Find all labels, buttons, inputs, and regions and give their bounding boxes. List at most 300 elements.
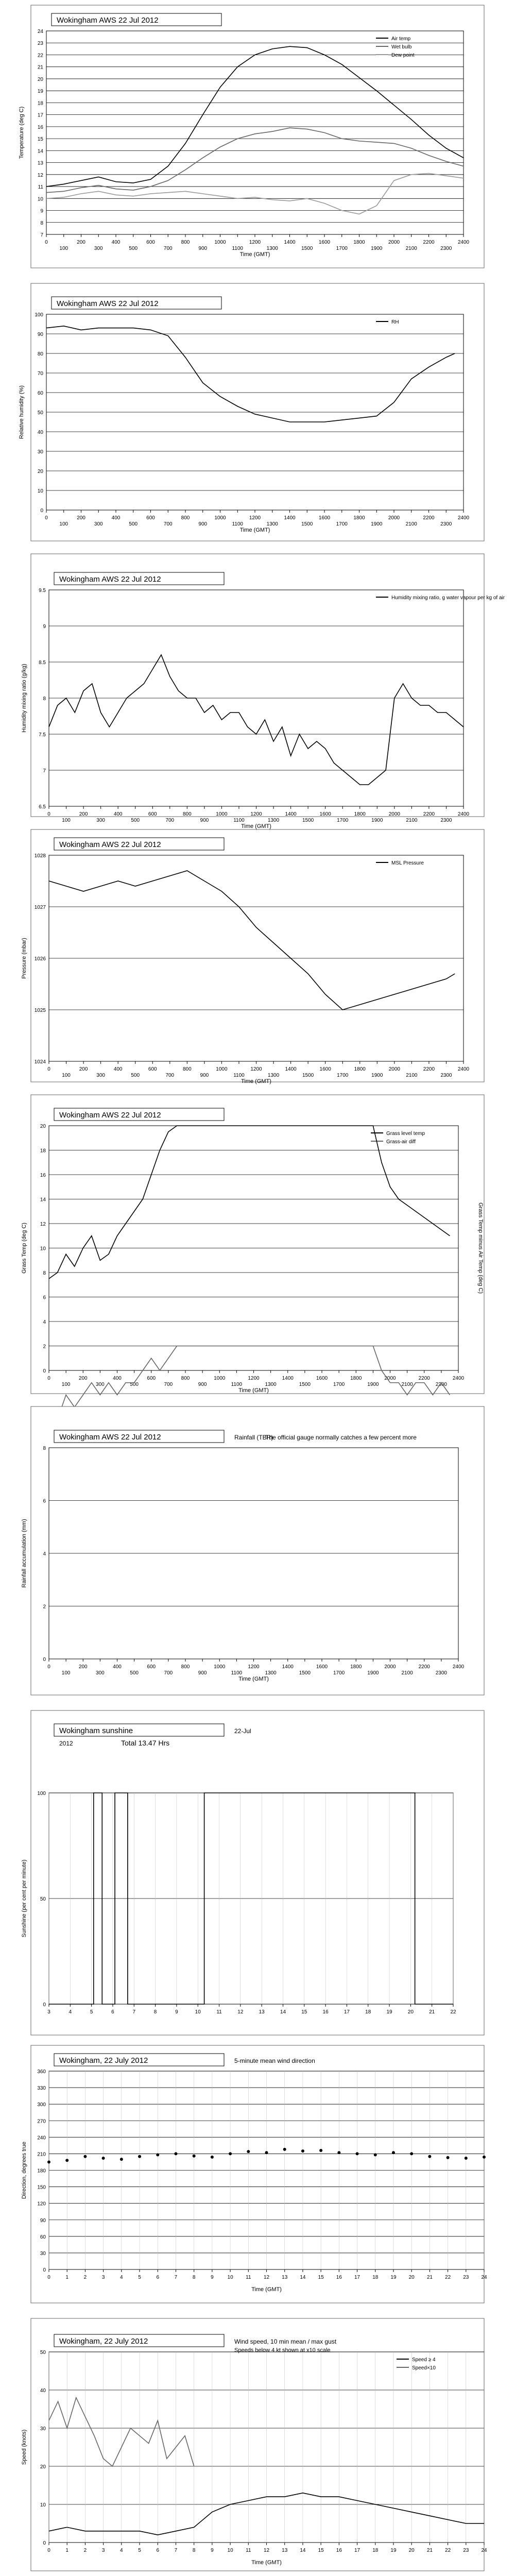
x-tick-label: 800 — [181, 240, 190, 245]
x-tick-label: 100 — [61, 1382, 71, 1387]
x-tick-label: 1100 — [232, 521, 244, 527]
legend-entry: Air temp — [391, 36, 411, 42]
legend-entry: Grass level temp — [386, 1131, 425, 1137]
x-tick-label: 8 — [153, 2009, 157, 2015]
x-tick-label: 12 — [263, 2275, 270, 2280]
x-tick-label: 1500 — [299, 1670, 311, 1676]
x-tick-label: 2100 — [405, 521, 417, 527]
y-tick-label: 4 — [43, 1319, 46, 1325]
x-tick-label: 2300 — [440, 246, 452, 251]
x-tick-label: 500 — [131, 818, 140, 823]
chart-title: Wokingham sunshine — [59, 1726, 133, 1735]
x-tick-label: 2 — [83, 2275, 87, 2280]
x-tick-label: 22 — [445, 2275, 451, 2280]
x-axis-label: Time (GMT) — [239, 251, 270, 258]
y-tick-label: 9 — [40, 208, 43, 214]
y-tick-label: 8 — [43, 1270, 46, 1276]
x-tick-label: 900 — [200, 1073, 209, 1078]
x-tick-label: 900 — [198, 521, 208, 527]
chart-8 — [0, 2313, 515, 2576]
y-tick-label: 1027 — [34, 905, 46, 910]
x-tick-label: 1400 — [284, 240, 296, 245]
x-tick-label: 600 — [147, 1664, 156, 1670]
y-tick-label: 60 — [40, 2234, 46, 2240]
y-tick-label: 24 — [37, 29, 43, 35]
scatter-point — [392, 2151, 395, 2154]
scatter-point — [83, 2155, 87, 2158]
y-tick-label: 1026 — [34, 956, 46, 962]
x-tick-label: 7 — [132, 2009, 136, 2015]
x-tick-label: 0 — [47, 1376, 50, 1381]
x-tick-label: 8 — [192, 2548, 196, 2553]
y-tick-label: 8 — [43, 1446, 46, 1451]
x-tick-label: 4 — [120, 2275, 123, 2280]
x-tick-label: 1900 — [371, 818, 383, 823]
x-tick-label: 5 — [138, 2548, 141, 2553]
x-tick-label: 3 — [101, 2548, 105, 2553]
legend-entry: RH — [391, 319, 399, 325]
x-tick-label: 100 — [59, 246, 68, 251]
x-tick-label: 2100 — [405, 246, 417, 251]
y-tick-label: 0 — [43, 1368, 46, 1374]
x-tick-label: 7 — [174, 2548, 178, 2553]
scatter-point — [102, 2157, 105, 2160]
y-tick-label: 19 — [37, 89, 43, 95]
y-axis-label: Grass Temp (deg C) — [21, 1223, 27, 1274]
x-tick-label: 1600 — [316, 1664, 328, 1670]
y-tick-label: 240 — [37, 2135, 46, 2141]
x-tick-label: 1 — [65, 2275, 68, 2280]
scatter-point — [356, 2152, 359, 2155]
x-tick-label: 14 — [280, 2009, 286, 2015]
chart-1 — [0, 278, 515, 546]
scatter-point — [47, 2160, 50, 2163]
scatter-point — [283, 2148, 286, 2151]
x-tick-label: 1200 — [249, 515, 261, 521]
x-tick-label: 21 — [426, 2275, 433, 2280]
chart-title: Wokingham AWS 22 Jul 2012 — [59, 1433, 161, 1442]
x-tick-label: 500 — [130, 1670, 139, 1676]
x-tick-label: 1700 — [333, 1670, 345, 1676]
y-tick-label: 40 — [37, 430, 43, 435]
x-tick-label: 2300 — [440, 818, 452, 823]
x-tick-label: 500 — [129, 246, 138, 251]
x-tick-label: 1100 — [231, 1670, 243, 1676]
x-tick-label: 1800 — [354, 1066, 366, 1072]
chart-3 — [0, 824, 515, 1087]
y-tick-label: 2 — [43, 1344, 46, 1350]
chart-annotation: The official gauge normally catches a few percent more — [265, 1434, 417, 1441]
x-tick-label: 0 — [47, 1066, 50, 1072]
legend-entry: Humidity mixing ratio, g water vapour per kg of air — [391, 595, 505, 601]
x-tick-label: 16 — [336, 2275, 342, 2280]
scatter-point — [193, 2155, 196, 2158]
y-tick-label: 22 — [37, 53, 43, 59]
scatter-point — [211, 2156, 214, 2159]
x-tick-label: 21 — [429, 2009, 435, 2015]
x-tick-label: 200 — [79, 811, 88, 817]
x-tick-label: 14 — [300, 2275, 306, 2280]
y-tick-label: 8 — [40, 220, 43, 226]
scatter-point — [428, 2155, 431, 2158]
scatter-point — [447, 2156, 450, 2159]
y-tick-label: 50 — [40, 2350, 46, 2355]
x-tick-label: 18 — [372, 2275, 379, 2280]
x-tick-label: 4 — [120, 2548, 123, 2553]
x-tick-label: 800 — [181, 1376, 190, 1381]
y-axis-label: Rainfall accumulation (mm) — [21, 1519, 27, 1588]
y-tick-label: 300 — [37, 2102, 46, 2108]
x-tick-label: 0 — [47, 811, 50, 817]
x-tick-label: 600 — [146, 240, 155, 245]
x-tick-label: 2200 — [423, 1066, 435, 1072]
x-tick-label: 1400 — [282, 1376, 294, 1381]
y-tick-label: 1028 — [34, 853, 46, 859]
chart-title: Wokingham AWS 22 Jul 2012 — [57, 16, 159, 25]
scatter-point — [410, 2152, 413, 2155]
chart-title: Wokingham AWS 22 Jul 2012 — [57, 299, 159, 308]
legend-entry: Speed×10 — [412, 2365, 436, 2371]
y-axis-label: Pressure (mbar) — [21, 938, 27, 979]
x-tick-label: 1800 — [353, 240, 365, 245]
legend-entry: Dew point — [391, 53, 415, 58]
chart-total: Total 13.47 Hrs — [121, 1739, 170, 1747]
y-tick-label: 10 — [40, 2502, 46, 2508]
x-tick-label: 1700 — [337, 818, 349, 823]
x-tick-label: 19 — [390, 2548, 397, 2553]
x-axis-label: Time (GMT) — [238, 1387, 269, 1394]
y-tick-label: 270 — [37, 2119, 46, 2125]
x-tick-label: 600 — [148, 1066, 157, 1072]
x-tick-label: 13 — [282, 2548, 288, 2553]
x-tick-label: 1000 — [214, 1376, 226, 1381]
x-tick-label: 400 — [113, 811, 123, 817]
x-tick-label: 8 — [192, 2275, 196, 2280]
x-axis-label: Time (GMT) — [239, 527, 270, 533]
y-tick-label: 6 — [43, 1498, 46, 1504]
x-tick-label: 18 — [372, 2548, 379, 2553]
y-tick-label: 100 — [37, 1791, 46, 1797]
y-tick-label: 10 — [37, 488, 43, 494]
x-tick-label: 100 — [61, 1670, 71, 1676]
y-tick-label: 12 — [40, 1222, 46, 1227]
x-tick-label: 1600 — [318, 515, 331, 521]
y-tick-label: 90 — [37, 332, 43, 337]
x-tick-label: 1900 — [371, 246, 383, 251]
x-tick-label: 300 — [94, 246, 103, 251]
x-tick-label: 2400 — [457, 811, 470, 817]
x-tick-label: 1300 — [265, 1670, 277, 1676]
x-tick-label: 1000 — [214, 1664, 226, 1670]
y-tick-label: 20 — [37, 469, 43, 474]
x-tick-label: 0 — [47, 2548, 50, 2553]
x-tick-label: 1500 — [302, 818, 314, 823]
y-tick-label: 50 — [37, 410, 43, 416]
x-tick-label: 1200 — [250, 1066, 262, 1072]
y-tick-label: 6.5 — [39, 804, 46, 810]
x-tick-label: 2000 — [388, 240, 400, 245]
x-tick-label: 24 — [481, 2548, 487, 2553]
x-tick-label: 0 — [47, 1664, 50, 1670]
scatter-point — [465, 2157, 468, 2160]
y-tick-label: 20 — [40, 1124, 46, 1129]
x-tick-label: 13 — [259, 2009, 265, 2015]
x-tick-label: 1100 — [231, 1382, 243, 1387]
chart-year: 2012 — [59, 1740, 73, 1747]
x-tick-label: 22 — [445, 2548, 451, 2553]
x-tick-label: 16 — [322, 2009, 329, 2015]
scatter-point — [265, 2151, 268, 2154]
x-tick-label: 2200 — [418, 1376, 430, 1381]
x-tick-label: 300 — [94, 521, 103, 527]
y-tick-label: 1025 — [34, 1008, 46, 1013]
chart-title: Wokingham AWS 22 Jul 2012 — [59, 840, 161, 849]
y-tick-label: 12 — [37, 172, 43, 178]
chart-title: Wokingham AWS 22 Jul 2012 — [59, 575, 161, 584]
chart-subtitle: Wind speed, 10 min mean / max gust — [234, 2338, 337, 2345]
x-tick-label: 1200 — [250, 811, 262, 817]
x-tick-label: 200 — [79, 1066, 88, 1072]
legend-entry: Grass-air diff — [386, 1139, 416, 1145]
scatter-point — [301, 2149, 304, 2153]
x-tick-label: 2200 — [423, 811, 435, 817]
x-tick-label: 24 — [481, 2275, 487, 2280]
x-tick-label: 12 — [237, 2009, 244, 2015]
x-tick-label: 1700 — [336, 521, 348, 527]
x-tick-label: 2300 — [440, 521, 452, 527]
x-tick-label: 6 — [111, 2009, 114, 2015]
y-tick-label: 16 — [37, 124, 43, 130]
x-axis-label: Time (GMT) — [241, 823, 271, 829]
x-tick-label: 4 — [68, 2009, 72, 2015]
chart-title: Wokingham AWS 22 Jul 2012 — [59, 1111, 161, 1120]
x-tick-label: 900 — [198, 246, 208, 251]
x-tick-label: 1700 — [333, 1382, 345, 1387]
y-tick-label: 20 — [37, 76, 43, 82]
y-tick-label: 60 — [37, 391, 43, 396]
x-tick-label: 1600 — [318, 240, 331, 245]
x-tick-label: 0 — [47, 2275, 50, 2280]
x-tick-label: 900 — [200, 818, 209, 823]
x-tick-label: 1600 — [319, 1066, 331, 1072]
x-tick-label: 1800 — [353, 515, 365, 521]
x-tick-label: 100 — [62, 818, 71, 823]
x-tick-label: 600 — [148, 811, 157, 817]
y-tick-label: 360 — [37, 2069, 46, 2075]
x-tick-label: 700 — [163, 521, 173, 527]
x-tick-label: 1100 — [233, 818, 245, 823]
y-tick-label: 7.5 — [39, 732, 46, 738]
x-tick-label: 15 — [318, 2548, 324, 2553]
x-tick-label: 17 — [354, 2548, 360, 2553]
x-tick-label: 900 — [198, 1670, 207, 1676]
y-axis-label-right: Grass Temp minus Air Temp (deg C) — [477, 1202, 484, 1294]
y-tick-label: 30 — [37, 449, 43, 455]
y-tick-label: 30 — [40, 2250, 46, 2257]
x-tick-label: 1300 — [265, 1382, 277, 1387]
y-tick-label: 120 — [37, 2201, 46, 2207]
x-tick-label: 15 — [301, 2009, 307, 2015]
x-tick-label: 800 — [182, 811, 192, 817]
x-tick-label: 10 — [227, 2275, 233, 2280]
y-tick-label: 6 — [43, 1295, 46, 1301]
x-tick-label: 1100 — [233, 1073, 245, 1078]
y-tick-label: 18 — [40, 1148, 46, 1154]
y-tick-label: 23 — [37, 41, 43, 47]
x-tick-label: 1500 — [301, 246, 313, 251]
y-tick-label: 0 — [40, 508, 43, 514]
y-tick-label: 9.5 — [39, 588, 46, 594]
x-tick-label: 9 — [211, 2548, 214, 2553]
x-tick-label: 9 — [211, 2275, 214, 2280]
x-tick-label: 1200 — [248, 1664, 260, 1670]
x-tick-label: 2100 — [406, 818, 418, 823]
x-tick-label: 1000 — [216, 811, 228, 817]
x-tick-label: 23 — [463, 2275, 469, 2280]
x-tick-label: 1000 — [214, 240, 226, 245]
scatter-point — [319, 2149, 322, 2152]
y-tick-label: 210 — [37, 2151, 46, 2158]
scatter-point — [120, 2158, 123, 2161]
x-tick-label: 300 — [96, 1670, 105, 1676]
y-axis-label: Direction, degrees true — [21, 2141, 27, 2199]
y-axis-label: Relative humidity (%) — [19, 385, 25, 439]
y-tick-label: 330 — [37, 2086, 46, 2092]
x-tick-label: 2200 — [423, 515, 435, 521]
y-tick-label: 30 — [40, 2426, 46, 2432]
x-tick-label: 0 — [45, 515, 48, 521]
x-tick-label: 2100 — [406, 1073, 418, 1078]
y-tick-label: 17 — [37, 112, 43, 118]
legend-entry: Speed ≥ 4 — [412, 2357, 436, 2363]
x-axis-label: Time (GMT) — [251, 2560, 282, 2566]
scatter-point — [337, 2151, 340, 2154]
x-tick-label: 19 — [386, 2009, 392, 2015]
x-tick-label: 400 — [113, 1066, 123, 1072]
y-tick-label: 90 — [40, 2217, 46, 2224]
y-tick-label: 50 — [40, 1896, 46, 1902]
x-axis-label: Time (GMT) — [238, 1676, 269, 1682]
x-tick-label: 1900 — [367, 1382, 379, 1387]
y-tick-label: 70 — [37, 371, 43, 377]
y-tick-label: 0 — [43, 2540, 46, 2546]
x-tick-label: 16 — [336, 2548, 342, 2553]
x-tick-label: 21 — [426, 2548, 433, 2553]
x-tick-label: 600 — [147, 1376, 156, 1381]
x-tick-label: 1400 — [282, 1664, 294, 1670]
chart-4 — [0, 1090, 515, 1399]
x-tick-label: 700 — [164, 1382, 173, 1387]
legend-entry: MSL Pressure — [391, 860, 424, 866]
y-tick-label: 14 — [37, 148, 43, 155]
x-tick-label: 2000 — [388, 515, 400, 521]
x-tick-label: 400 — [111, 240, 121, 245]
x-tick-label: 13 — [282, 2275, 288, 2280]
y-axis-label: Sunshine (per cent per minute) — [21, 1859, 27, 1938]
x-tick-label: 1500 — [302, 1073, 314, 1078]
y-tick-label: 1024 — [34, 1059, 46, 1065]
x-tick-label: 3 — [47, 2009, 50, 2015]
y-tick-label: 10 — [37, 196, 43, 202]
x-tick-label: 1800 — [350, 1376, 362, 1381]
x-tick-label: 1800 — [350, 1664, 362, 1670]
x-tick-label: 1200 — [249, 240, 261, 245]
scatter-point — [138, 2155, 141, 2158]
x-tick-label: 200 — [77, 240, 85, 245]
x-tick-label: 2400 — [457, 1066, 470, 1072]
x-tick-label: 5 — [138, 2275, 141, 2280]
chart-0 — [0, 0, 515, 273]
x-tick-label: 20 — [408, 2275, 415, 2280]
y-tick-label: 10 — [40, 1246, 46, 1252]
x-tick-label: 1 — [65, 2548, 68, 2553]
x-tick-label: 14 — [300, 2548, 306, 2553]
x-tick-label: 2000 — [388, 811, 400, 817]
x-tick-label: 2400 — [457, 515, 470, 521]
x-axis-label: Time (GMT) — [251, 2286, 282, 2293]
y-tick-label: 0 — [43, 2002, 46, 2008]
x-tick-label: 11 — [246, 2548, 251, 2553]
x-tick-label: 500 — [130, 1382, 139, 1387]
x-tick-label: 2400 — [452, 1376, 465, 1381]
x-tick-label: 0 — [45, 240, 48, 245]
x-tick-label: 1700 — [336, 246, 348, 251]
x-tick-label: 800 — [181, 1664, 190, 1670]
x-tick-label: 1900 — [371, 1073, 383, 1078]
x-tick-label: 2400 — [457, 240, 470, 245]
scatter-point — [156, 2154, 159, 2157]
y-tick-label: 14 — [40, 1197, 46, 1203]
x-tick-label: 12 — [263, 2548, 270, 2553]
x-tick-label: 2100 — [401, 1670, 413, 1676]
x-tick-label: 1300 — [266, 246, 278, 251]
x-tick-label: 1800 — [354, 811, 366, 817]
y-tick-label: 2 — [43, 1604, 46, 1610]
y-tick-label: 7 — [43, 768, 46, 774]
x-tick-label: 300 — [96, 1382, 105, 1387]
x-tick-label: 7 — [174, 2275, 178, 2280]
x-tick-label: 1400 — [285, 1066, 297, 1072]
x-tick-label: 500 — [131, 1073, 140, 1078]
x-tick-label: 1600 — [319, 811, 331, 817]
x-tick-label: 11 — [216, 2009, 222, 2015]
chart-subtitle: Rainfall (TBR) — [234, 1434, 273, 1441]
x-tick-label: 200 — [78, 1664, 88, 1670]
x-tick-label: 400 — [113, 1664, 122, 1670]
y-tick-label: 21 — [37, 64, 43, 71]
y-tick-label: 80 — [37, 351, 43, 357]
chart-title: Wokingham, 22 July 2012 — [59, 2337, 148, 2346]
y-tick-label: 15 — [37, 137, 43, 143]
y-tick-label: 40 — [40, 2388, 46, 2394]
scatter-point — [247, 2150, 250, 2153]
x-tick-label: 400 — [111, 515, 121, 521]
y-tick-label: 7 — [40, 232, 43, 238]
x-tick-label: 700 — [165, 1073, 175, 1078]
x-tick-label: 1700 — [337, 1073, 349, 1078]
chart-2 — [0, 549, 515, 829]
x-tick-label: 800 — [182, 1066, 192, 1072]
x-tick-label: 1900 — [371, 521, 383, 527]
y-axis-label: Humidity mixing ratio (g/kg) — [21, 664, 27, 733]
x-tick-label: 2300 — [435, 1670, 447, 1676]
scatter-point — [65, 2159, 68, 2162]
x-tick-label: 500 — [129, 521, 138, 527]
x-tick-label: 2100 — [401, 1382, 413, 1387]
y-tick-label: 20 — [40, 2464, 46, 2470]
x-tick-label: 2400 — [452, 1664, 465, 1670]
x-tick-label: 1300 — [266, 521, 278, 527]
